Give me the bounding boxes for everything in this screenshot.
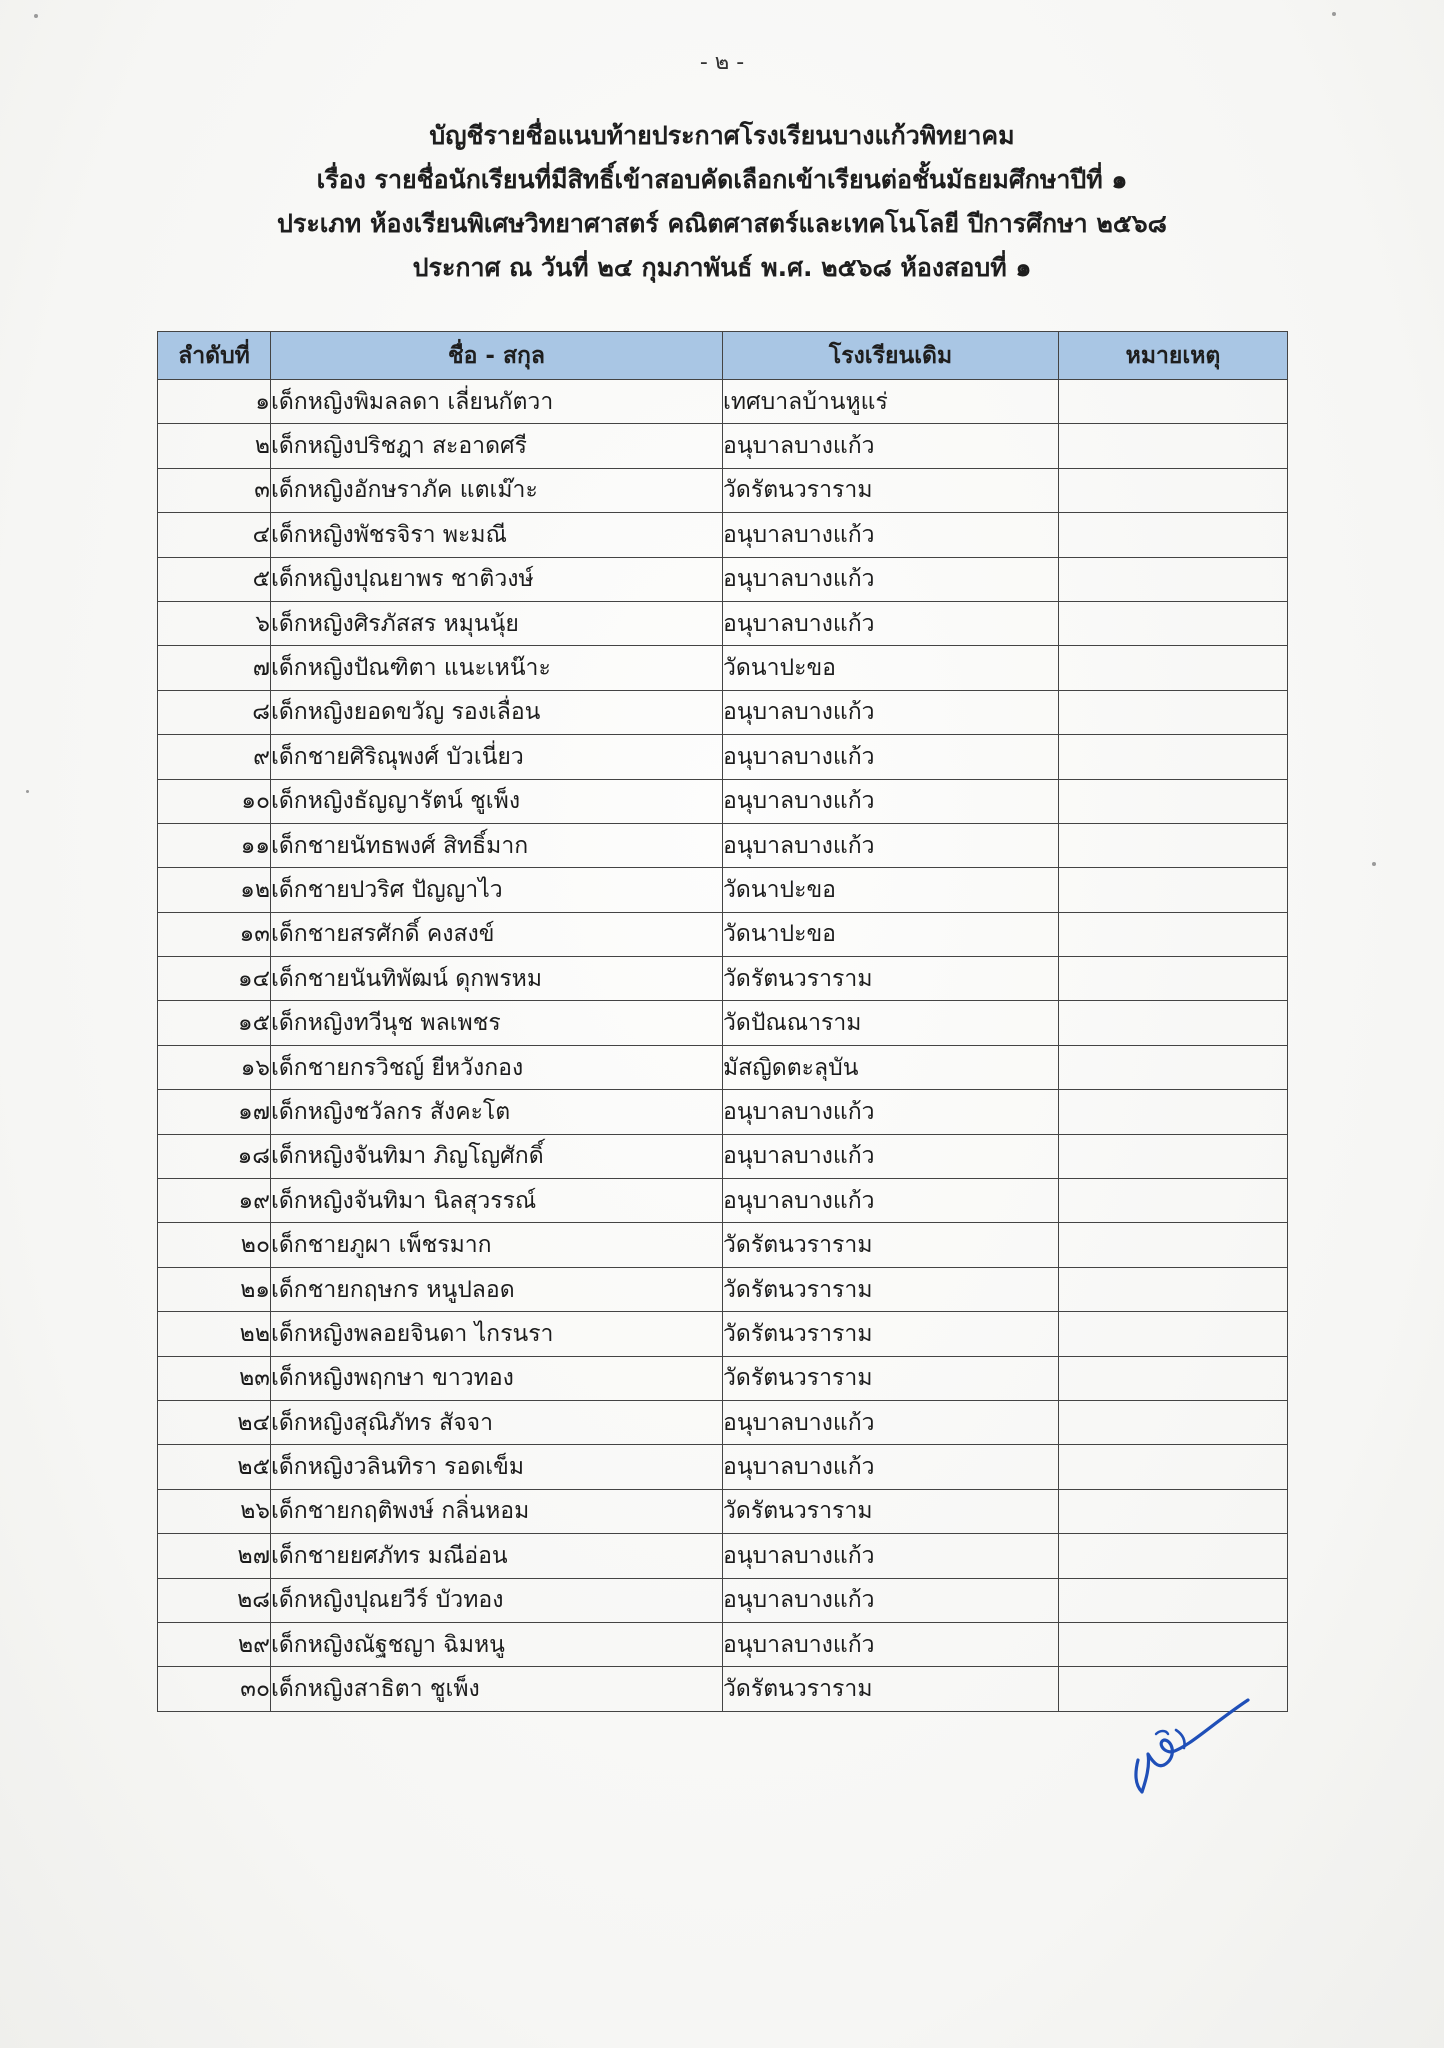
previous-school: อนุบาลบางแก้ว — [723, 1578, 1059, 1622]
page-number: - ๒ - — [699, 50, 745, 75]
previous-school: เทศบาลบ้านหูแร่ — [723, 380, 1059, 424]
row-number: ๒๙ — [158, 1622, 271, 1666]
previous-school: วัดรัตนวราราม — [723, 1356, 1059, 1400]
header-row — [158, 332, 1288, 380]
student-name: เด็กหญิงปุณยวีร์ บัวทอง — [271, 1578, 723, 1622]
student-name: เด็กชายภูผา เพ็ชรมาก — [271, 1223, 723, 1267]
table-row — [158, 1090, 1288, 1134]
student-name: เด็กหญิงณัฐชญา ฉิมหนู — [271, 1622, 723, 1666]
student-name: เด็กชายกฤษกร หนูปลอด — [271, 1267, 723, 1311]
remark-cell — [1059, 1045, 1288, 1089]
row-number: ๔ — [158, 513, 271, 557]
row-number: ๖ — [158, 601, 271, 645]
previous-school: อนุบาลบางแก้ว — [723, 1179, 1059, 1223]
row-number: ๒๘ — [158, 1578, 271, 1622]
table-row — [158, 868, 1288, 912]
student-name: เด็กหญิงสุณิภัทร สัจจา — [271, 1400, 723, 1444]
student-name: เด็กหญิงศิรภัสสร หมุนนุ้ย — [271, 601, 723, 645]
table-row — [158, 1667, 1288, 1711]
header-remark: หมายเหตุ — [1059, 332, 1288, 380]
previous-school: วัดรัตนวราราม — [723, 1667, 1059, 1711]
table-row — [158, 1578, 1288, 1622]
student-name: เด็กหญิงพัชรจิรา พะมณี — [271, 513, 723, 557]
remark-cell — [1059, 1312, 1288, 1356]
row-number: ๒๖ — [158, 1489, 271, 1533]
row-number: ๑ — [158, 380, 271, 424]
remark-cell — [1059, 468, 1288, 512]
header-school: โรงเรียนเดิม — [723, 332, 1059, 380]
previous-school: อนุบาลบางแก้ว — [723, 1534, 1059, 1578]
table-row — [158, 779, 1288, 823]
previous-school: อนุบาลบางแก้ว — [723, 823, 1059, 867]
student-name: เด็กชายกฤติพงษ์ กลิ่นหอม — [271, 1489, 723, 1533]
student-name: เด็กหญิงพิมลลดา เลี่ยนกัตวา — [271, 380, 723, 424]
student-name: เด็กชายกรวิชญ์ ยีหวังกอง — [271, 1045, 723, 1089]
remark-cell — [1059, 646, 1288, 690]
remark-cell — [1059, 1134, 1288, 1178]
previous-school: อนุบาลบางแก้ว — [723, 1400, 1059, 1444]
student-name: เด็กชายนัทธพงศ์ สิทธิ์มาก — [271, 823, 723, 867]
student-name: เด็กหญิงปุณยาพร ชาติวงษ์ — [271, 557, 723, 601]
heading-subject: เรื่อง รายชื่อนักเรียนที่มีสิทธิ์เข้าสอบคัดเลือกเข้าเรียนต่อชั้นมัธยมศึกษาปีที่ ๑ — [316, 165, 1128, 194]
student-name: เด็กหญิงพฤกษา ขาวทอง — [271, 1356, 723, 1400]
row-number: ๑๖ — [158, 1045, 271, 1089]
row-number: ๒ — [158, 424, 271, 468]
signature-icon — [1120, 1690, 1260, 1800]
previous-school: อนุบาลบางแก้ว — [723, 735, 1059, 779]
table-row — [158, 1001, 1288, 1045]
row-number: ๕ — [158, 557, 271, 601]
student-name: เด็กชายสรศักดิ์ คงสงข์ — [271, 912, 723, 956]
previous-school: อนุบาลบางแก้ว — [723, 601, 1059, 645]
row-number: ๒๕ — [158, 1445, 271, 1489]
row-number: ๑๓ — [158, 912, 271, 956]
remark-cell — [1059, 380, 1288, 424]
table-row — [158, 557, 1288, 601]
student-name: เด็กหญิงปัณฑิตา แนะเหน๊าะ — [271, 646, 723, 690]
row-number: ๒๗ — [158, 1534, 271, 1578]
remark-cell — [1059, 912, 1288, 956]
table-row — [158, 1534, 1288, 1578]
row-number: ๑๔ — [158, 957, 271, 1001]
table-row — [158, 957, 1288, 1001]
row-number: ๗ — [158, 646, 271, 690]
student-name: เด็กหญิงธัญญารัตน์ ชูเพ็ง — [271, 779, 723, 823]
scan-speck — [34, 14, 38, 18]
student-name: เด็กหญิงพลอยจินดา ไกรนรา — [271, 1312, 723, 1356]
remark-cell — [1059, 1179, 1288, 1223]
header-name: ชื่อ - สกุล — [271, 332, 723, 380]
row-number: ๒๒ — [158, 1312, 271, 1356]
row-number: ๓๐ — [158, 1667, 271, 1711]
heading-category: ประเภท ห้องเรียนพิเศษวิทยาศาสตร์ คณิตศาสตร์และเทคโนโลยี ปีการศึกษา ๒๕๖๘ — [277, 209, 1167, 238]
previous-school: อนุบาลบางแก้ว — [723, 1134, 1059, 1178]
previous-school: วัดนาปะขอ — [723, 912, 1059, 956]
previous-school: วัดรัตนวราราม — [723, 1312, 1059, 1356]
previous-school: วัดรัตนวราราม — [723, 1489, 1059, 1533]
table-row — [158, 823, 1288, 867]
student-name: เด็กชายศิริณุพงศ์ บัวเนี่ยว — [271, 735, 723, 779]
previous-school: อนุบาลบางแก้ว — [723, 779, 1059, 823]
scan-speck — [1332, 12, 1336, 16]
table-row — [158, 1267, 1288, 1311]
remark-cell — [1059, 1267, 1288, 1311]
row-number: ๓ — [158, 468, 271, 512]
remark-cell — [1059, 1445, 1288, 1489]
table-body — [158, 380, 1288, 1712]
remark-cell — [1059, 735, 1288, 779]
header-number: ลำดับที่ — [158, 332, 271, 380]
remark-cell — [1059, 513, 1288, 557]
row-number: ๒๔ — [158, 1400, 271, 1444]
previous-school: วัดนาปะขอ — [723, 868, 1059, 912]
table-row — [158, 1356, 1288, 1400]
row-number: ๒๐ — [158, 1223, 271, 1267]
previous-school: มัสญิดตะลุบัน — [723, 1045, 1059, 1089]
remark-cell — [1059, 1489, 1288, 1533]
table-row — [158, 1179, 1288, 1223]
table-row — [158, 646, 1288, 690]
student-name: เด็กหญิงสาธิตา ชูเพ็ง — [271, 1667, 723, 1711]
previous-school: อนุบาลบางแก้ว — [723, 424, 1059, 468]
student-name: เด็กชายปวริศ ปัญญาไว — [271, 868, 723, 912]
student-name: เด็กชายนันทิพัฒน์ ดุกพรหม — [271, 957, 723, 1001]
table-row — [158, 690, 1288, 734]
table-row — [158, 1622, 1288, 1666]
table-row — [158, 513, 1288, 557]
remark-cell — [1059, 601, 1288, 645]
remark-cell — [1059, 779, 1288, 823]
table-row — [158, 1134, 1288, 1178]
table-row — [158, 1045, 1288, 1089]
row-number: ๒๓ — [158, 1356, 271, 1400]
previous-school: อนุบาลบางแก้ว — [723, 690, 1059, 734]
remark-cell — [1059, 1356, 1288, 1400]
row-number: ๑๗ — [158, 1090, 271, 1134]
table-header — [158, 332, 1288, 380]
table-row — [158, 601, 1288, 645]
remark-cell — [1059, 868, 1288, 912]
table-row — [158, 1445, 1288, 1489]
remark-cell — [1059, 424, 1288, 468]
previous-school: อนุบาลบางแก้ว — [723, 557, 1059, 601]
remark-cell — [1059, 1534, 1288, 1578]
table-row — [158, 1489, 1288, 1533]
previous-school: วัดรัตนวราราม — [723, 468, 1059, 512]
student-name: เด็กหญิงจันทิมา ภิญโญศักดิ์ — [271, 1134, 723, 1178]
student-name: เด็กหญิงชวัลกร สังคะโต — [271, 1090, 723, 1134]
row-number: ๘ — [158, 690, 271, 734]
table-row — [158, 380, 1288, 424]
student-name: เด็กหญิงทวีนุช พลเพชร — [271, 1001, 723, 1045]
scan-speck — [1372, 862, 1376, 866]
heading-title: บัญชีรายชื่อแนบท้ายประกาศโรงเรียนบางแก้วพิทยาคม — [429, 121, 1015, 150]
table-row — [158, 1400, 1288, 1444]
remark-cell — [1059, 957, 1288, 1001]
student-name: เด็กชายยศภัทร มณีอ่อน — [271, 1534, 723, 1578]
remark-cell — [1059, 690, 1288, 734]
student-name: เด็กหญิงยอดขวัญ รองเลื่อน — [271, 690, 723, 734]
remark-cell — [1059, 1622, 1288, 1666]
row-number: ๑๒ — [158, 868, 271, 912]
previous-school: อนุบาลบางแก้ว — [723, 513, 1059, 557]
previous-school: วัดปัณณาราม — [723, 1001, 1059, 1045]
student-name: เด็กหญิงปริชฎา สะอาดศรี — [271, 424, 723, 468]
row-number: ๑๙ — [158, 1179, 271, 1223]
table-row — [158, 735, 1288, 779]
heading-date-room: ประกาศ ณ วันที่ ๒๔ กุมภาพันธ์ พ.ศ. ๒๕๖๘ ห้องสอบที่ ๑ — [412, 253, 1032, 282]
document-heading — [0, 114, 1444, 290]
previous-school: อนุบาลบางแก้ว — [723, 1445, 1059, 1489]
table-row — [158, 468, 1288, 512]
previous-school: วัดนาปะขอ — [723, 646, 1059, 690]
remark-cell — [1059, 1400, 1288, 1444]
remark-cell — [1059, 1223, 1288, 1267]
table-row — [158, 1223, 1288, 1267]
row-number: ๒๑ — [158, 1267, 271, 1311]
table-row — [158, 424, 1288, 468]
previous-school: วัดรัตนวราราม — [723, 1223, 1059, 1267]
remark-cell — [1059, 823, 1288, 867]
row-number: ๑๐ — [158, 779, 271, 823]
table-row — [158, 912, 1288, 956]
previous-school: วัดรัตนวราราม — [723, 957, 1059, 1001]
remark-cell — [1059, 1578, 1288, 1622]
student-name: เด็กหญิงจันทิมา นิลสุวรรณ์ — [271, 1179, 723, 1223]
row-number: ๑๘ — [158, 1134, 271, 1178]
row-number: ๑๕ — [158, 1001, 271, 1045]
scan-speck — [26, 790, 29, 793]
previous-school: อนุบาลบางแก้ว — [723, 1090, 1059, 1134]
previous-school: วัดรัตนวราราม — [723, 1267, 1059, 1311]
row-number: ๑๑ — [158, 823, 271, 867]
student-roster-table — [157, 331, 1288, 1712]
student-name: เด็กหญิงวลินทิรา รอดเข็ม — [271, 1445, 723, 1489]
previous-school: อนุบาลบางแก้ว — [723, 1622, 1059, 1666]
table-row — [158, 1312, 1288, 1356]
remark-cell — [1059, 1001, 1288, 1045]
remark-cell — [1059, 1090, 1288, 1134]
row-number: ๙ — [158, 735, 271, 779]
student-name: เด็กหญิงอักษราภัค แตเม๊าะ — [271, 468, 723, 512]
remark-cell — [1059, 557, 1288, 601]
